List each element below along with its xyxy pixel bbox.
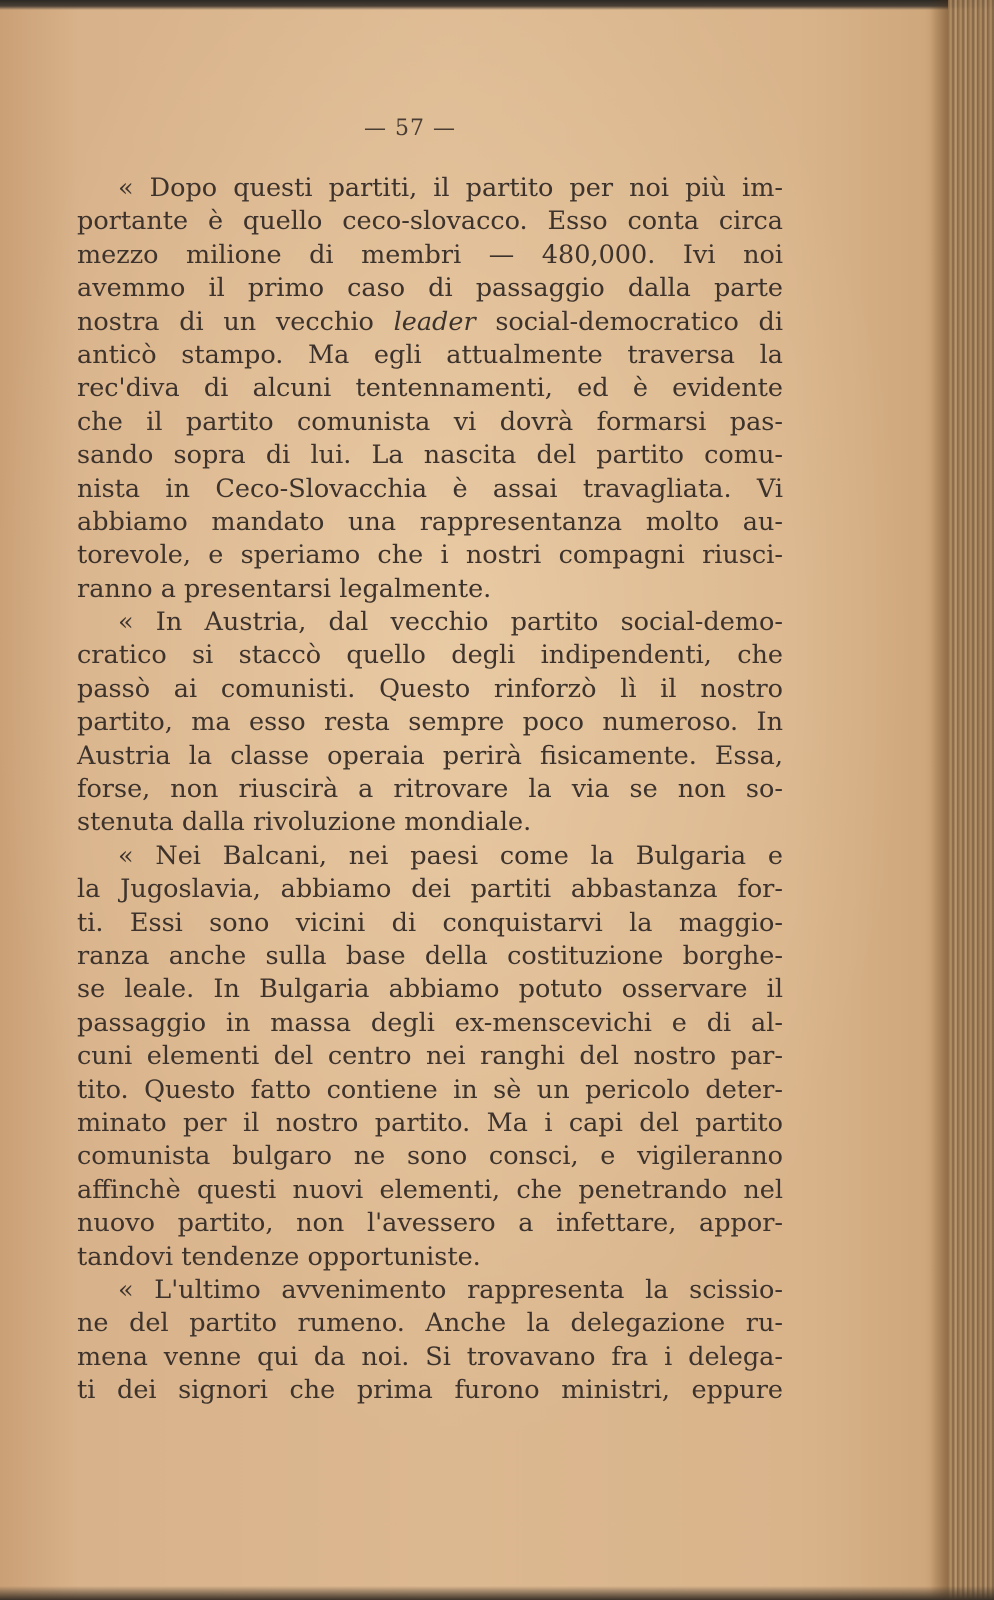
text-line: nista in Ceco-Slovacchia è assai travagliata. Vi bbox=[77, 473, 783, 504]
text-line: nuovo partito, non l'avessero a infettare, appor- bbox=[77, 1208, 783, 1239]
spine-shadow bbox=[930, 0, 948, 1600]
page-top-edge bbox=[0, 0, 994, 10]
body-text bbox=[77, 172, 783, 1407]
text-line: portante è quello ceco-slovacco. Esso conta circa bbox=[77, 206, 783, 237]
text-line: ranza anche sulla base della costituzione borghe- bbox=[77, 940, 783, 971]
text-line: la Jugoslavia, abbiamo dei partiti abbastanza for- bbox=[77, 874, 783, 905]
text-line: « L'ultimo avvenimento rappresenta la scissio- bbox=[118, 1274, 783, 1305]
text-line: affinchè questi nuovi elementi, che penetrando nel bbox=[77, 1174, 783, 1205]
text-fragment: social-democratico di bbox=[475, 306, 784, 337]
text-line: ti. Essi sono vicini di conquistarvi la maggio- bbox=[77, 907, 783, 938]
text-line: ti dei signori che prima furono ministri, eppure bbox=[77, 1375, 783, 1406]
text-line: mezzo milione di membri — 480,000. Ivi noi bbox=[77, 239, 783, 270]
text-line: tandovi tendenze opportuniste. bbox=[77, 1241, 481, 1272]
text-line: tito. Questo fatto contiene in sè un pericolo deter- bbox=[77, 1074, 783, 1105]
text-line: « Nei Balcani, nei paesi come la Bulgaria e bbox=[118, 840, 783, 871]
text-line: sando sopra di lui. La nascita del partito comu- bbox=[77, 440, 783, 471]
text-line: Austria la classe operaia perirà fisicamente. Essa, bbox=[77, 740, 783, 771]
text-line: partito, ma esso resta sempre poco numeroso. In bbox=[77, 707, 783, 738]
text-line: ranno a presentarsi legalmente. bbox=[77, 573, 492, 604]
page-bottom-edge bbox=[0, 1586, 994, 1600]
text-line: passò ai comunisti. Questo rinforzò lì il nostro bbox=[77, 673, 783, 704]
text-line: cuni elementi del centro nei ranghi del nostro par- bbox=[77, 1041, 783, 1072]
text-line: torevole, e speriamo che i nostri compagni riusci- bbox=[77, 540, 783, 571]
book-spine bbox=[948, 0, 994, 1600]
text-line: comunista bulgaro ne sono consci, e vigileranno bbox=[77, 1141, 783, 1172]
text-line: forse, non riuscirà a ritrovare la via se non so- bbox=[77, 774, 783, 805]
text-line: mena venne qui da noi. Si trovavano fra i delega- bbox=[77, 1341, 783, 1372]
text-line: avemmo il primo caso di passaggio dalla parte bbox=[77, 273, 783, 304]
text-line: « In Austria, dal vecchio partito social-demo- bbox=[118, 607, 783, 638]
text-line: minato per il nostro partito. Ma i capi del partito bbox=[77, 1107, 783, 1138]
text-line bbox=[77, 306, 783, 339]
text-line: passaggio in massa degli ex-menscevichi e di al- bbox=[77, 1007, 783, 1038]
text-line: abbiamo mandato una rappresentanza molto au- bbox=[77, 506, 783, 537]
text-line: anticò stampo. Ma egli attualmente traversa la bbox=[77, 339, 783, 370]
italic-word: leader bbox=[393, 306, 476, 337]
text-line: « Dopo questi partiti, il partito per noi più im- bbox=[118, 173, 783, 203]
text-line: che il partito comunista vi dovrà formarsi pas- bbox=[77, 406, 783, 437]
text-line: cratico si staccò quello degli indipendenti, che bbox=[77, 640, 783, 671]
text-fragment: nostra di un vecchio bbox=[77, 306, 394, 337]
text-line: rec'diva di alcuni tentennamenti, ed è evidente bbox=[77, 373, 783, 404]
text-line: ne del partito rumeno. Anche la delegazione ru- bbox=[77, 1308, 783, 1339]
page-number: — 57 — bbox=[364, 116, 456, 141]
text-line: stenuta dalla rivoluzione mondiale. bbox=[77, 807, 532, 838]
text-line: se leale. In Bulgaria abbiamo potuto osservare il bbox=[77, 974, 783, 1005]
